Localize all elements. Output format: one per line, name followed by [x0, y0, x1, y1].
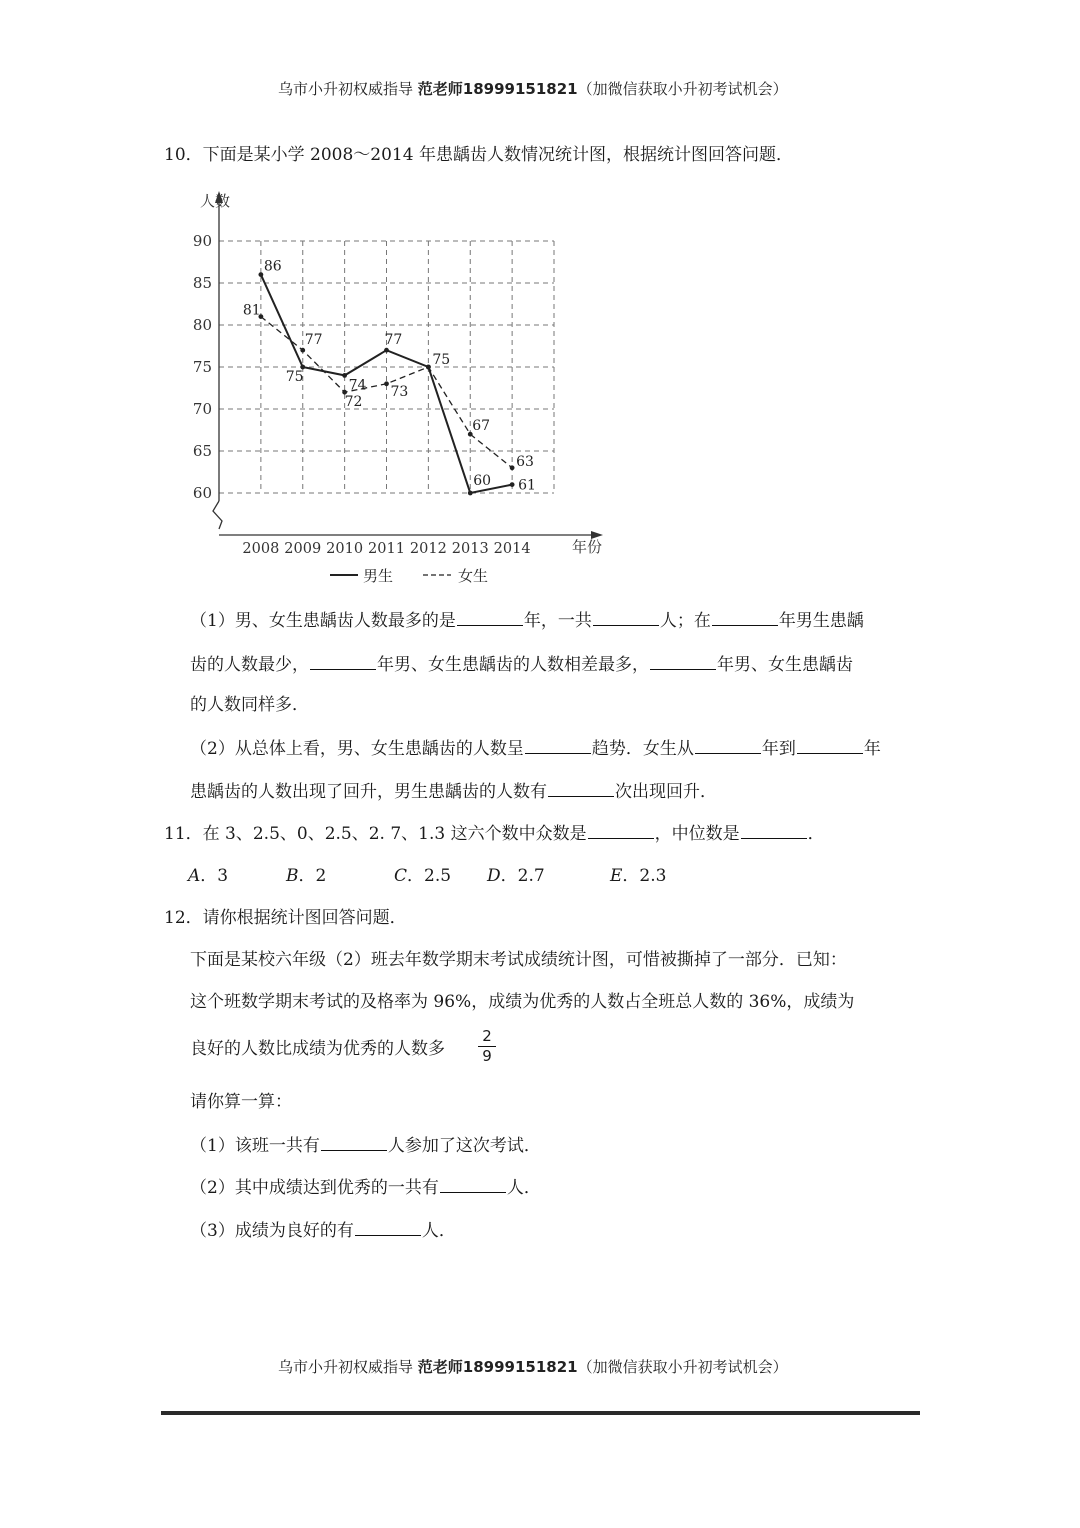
x-tick-label: 2009	[284, 541, 322, 557]
q12-sub3: （3）成绩为良好的有 人．	[190, 1218, 456, 1243]
y-tick-label: 75	[192, 358, 212, 376]
header-prefix: 乌市小升初权威指导	[278, 80, 414, 98]
chart-y-ticks	[193, 232, 212, 502]
answer-blank[interactable]	[355, 1218, 421, 1236]
y-tick-label: 85	[192, 274, 212, 292]
footer-rule	[161, 1411, 920, 1415]
data-point	[426, 365, 431, 370]
answer-blank[interactable]	[525, 736, 591, 754]
q10-sub1-line3: 的人数同样多．	[190, 695, 309, 715]
answer-blank[interactable]	[588, 821, 654, 839]
data-point	[384, 348, 389, 353]
q12-sub1: （1）该班一共有 人参加了这次考试．	[190, 1133, 541, 1158]
answer-blank[interactable]	[712, 608, 778, 626]
header-contact: 范老师18999151821	[417, 80, 578, 98]
y-tick-label: 60	[192, 484, 212, 502]
q12-sub2: （2）其中成绩达到优秀的一共有 人．	[190, 1175, 541, 1200]
data-label: 72	[344, 394, 363, 411]
answer-blank[interactable]	[440, 1175, 506, 1193]
answer-blank[interactable]	[741, 821, 807, 839]
q12-para2: 这个班数学期末考试的及格率为 96%，成绩为优秀的人数占全班总人数的 36%，成绩为	[190, 992, 855, 1012]
answer-blank[interactable]	[797, 736, 863, 754]
data-point	[258, 272, 263, 277]
data-label: 60	[473, 473, 492, 489]
data-label: 61	[518, 477, 536, 494]
y-tick-label: 90	[192, 232, 212, 250]
y-tick-label: 80	[192, 316, 212, 334]
q10-title: 10．下面是某小学 2008～2014 年患龋齿人数情况统计图，根据统计图回答问题．	[164, 145, 793, 165]
data-point	[510, 482, 515, 487]
chart-legend	[330, 567, 488, 585]
data-label: 81	[242, 302, 261, 319]
q11-option-d[interactable]: D．2.7	[487, 866, 545, 886]
data-label: 73	[390, 383, 409, 400]
answer-blank[interactable]	[593, 608, 659, 626]
legend-label-girls: 女生	[458, 567, 489, 585]
q12-calc: 请你算一算：	[190, 1092, 292, 1112]
q10-sub2-line2: 患龋齿的人数出现了回升，男生患龋齿的人数有 次出现回升．	[190, 779, 717, 804]
data-label: 77	[384, 332, 403, 349]
chart-series	[243, 259, 536, 496]
answer-blank[interactable]	[310, 652, 376, 670]
x-tick-label: 2012	[409, 541, 447, 557]
y-tick-label: 65	[192, 442, 212, 460]
q11-option-a[interactable]: A．3	[188, 866, 229, 886]
data-label: 75	[285, 369, 304, 385]
data-label: 77	[304, 332, 323, 349]
fraction-numerator: 2	[482, 1027, 492, 1045]
data-point	[384, 381, 389, 386]
header-suffix: （加微信获取小升初考试机会）	[577, 80, 788, 98]
data-label: 74	[348, 377, 367, 394]
chart-x-ticks	[242, 541, 530, 557]
q12-title: 12．请你根据统计图回答问题．	[164, 908, 407, 928]
footer-contact: 范老师18999151821	[417, 1358, 578, 1376]
data-point	[300, 348, 305, 353]
x-tick-label: 2011	[368, 541, 405, 557]
data-point	[342, 373, 347, 378]
q10-sub1-line2: 齿的人数最少， 年男、女生患龋齿的人数相差最多， 年男、女生患龋齿	[190, 652, 853, 677]
y-tick-label: 70	[192, 400, 212, 418]
q11-option-e[interactable]: E．2.3	[610, 866, 667, 886]
data-label: 67	[472, 418, 491, 435]
footer-prefix: 乌市小升初权威指导	[278, 1358, 414, 1376]
legend-label-boys: 男生	[363, 567, 394, 585]
q12-para1: 下面是某校六年级（2）班去年数学期末考试成绩统计图，可惜被撕掉了一部分．已知：	[190, 950, 847, 970]
answer-blank[interactable]	[650, 652, 716, 670]
q11-option-c[interactable]: C．2.5	[394, 866, 452, 886]
chart-x-axis-label: 年份	[572, 538, 603, 556]
data-label: 75	[432, 352, 451, 368]
x-tick-label: 2008	[242, 541, 280, 557]
answer-blank[interactable]	[695, 736, 761, 754]
answer-blank[interactable]	[548, 779, 614, 797]
data-point	[510, 465, 515, 470]
data-point	[468, 491, 473, 496]
fraction-two-ninths	[478, 1028, 496, 1065]
q10-line-chart	[180, 183, 620, 593]
fraction-denominator: 9	[482, 1047, 492, 1065]
q10-sub1-line1: （1）男、女生患龋齿人数最多的是 年，一共 人；在 年男生患龋	[190, 608, 864, 633]
q12-para3: 良好的人数比成绩为优秀的人数多	[190, 1039, 445, 1059]
q11-stem: 11．在 3、2.5、0、2.5、2. 7、1.3 这六个数中众数是 ，中位数是 ．	[164, 821, 825, 846]
answer-blank[interactable]	[321, 1133, 387, 1151]
axis-break	[213, 501, 222, 529]
page-header	[278, 79, 798, 100]
x-tick-label: 2010	[326, 541, 364, 557]
chart-y-axis-label: 人数	[200, 192, 231, 210]
data-label: 63	[516, 453, 534, 470]
q11-option-b[interactable]: B．2	[286, 866, 327, 886]
data-label: 86	[263, 258, 282, 275]
x-tick-label: 2013	[451, 541, 489, 557]
chart-grid	[219, 241, 554, 493]
chart-axes	[213, 191, 603, 539]
page-footer	[278, 1357, 798, 1378]
answer-blank[interactable]	[457, 608, 523, 626]
x-tick-label: 2014	[493, 541, 531, 557]
footer-suffix: （加微信获取小升初考试机会）	[577, 1358, 788, 1376]
q10-sub2-line1: （2）从总体上看，男、女生患龋齿的人数呈 趋势．女生从 年到 年	[190, 736, 881, 761]
